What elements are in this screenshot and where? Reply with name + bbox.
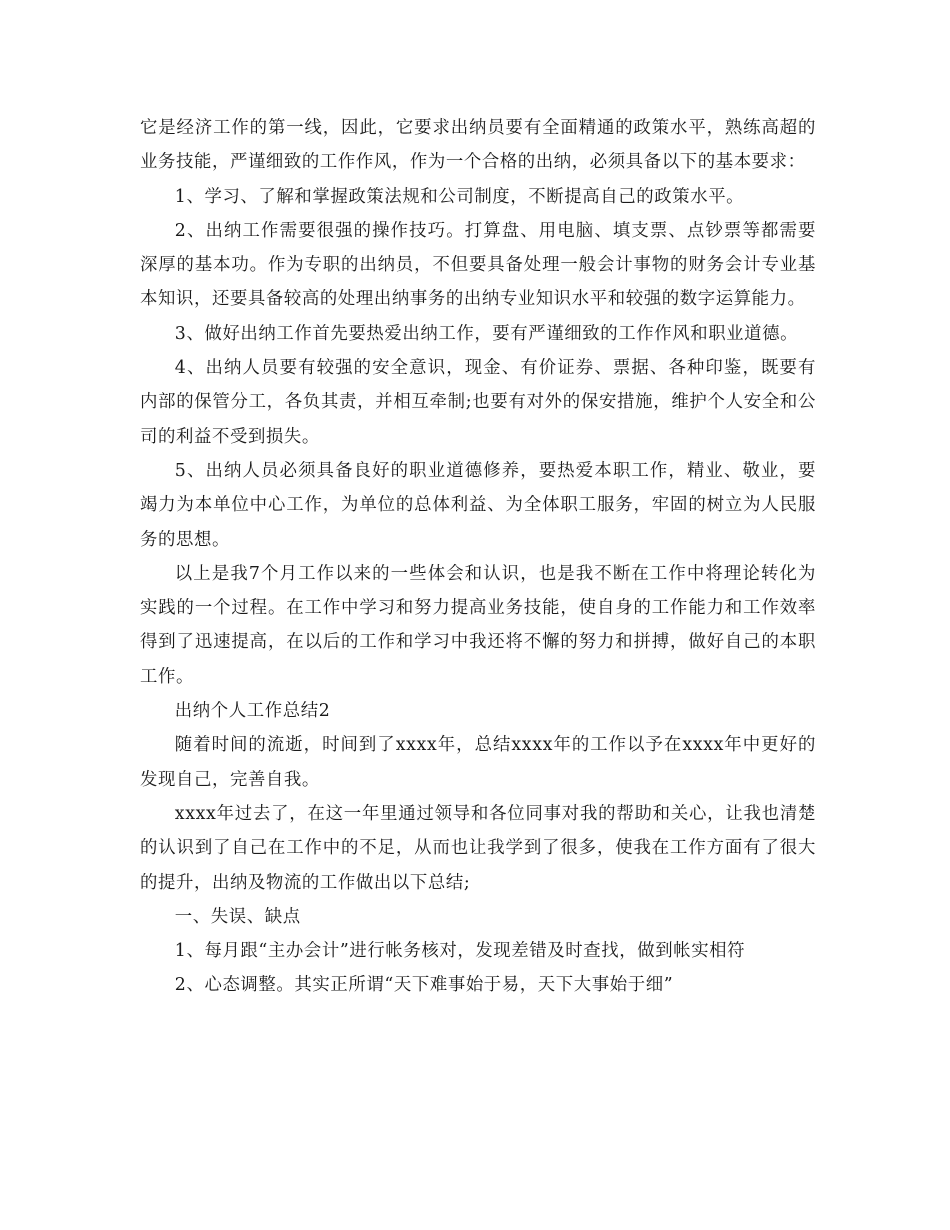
subheading-mistakes: 一、失误、缺点 [174,906,301,927]
paragraph-intro: 它是经济工作的第一线，因此，它要求出纳员要有全面精通的政策水平，熟练高超的业务技能，严谨细致的工作作风，作为一个合格的出纳，必须具备以下的基本要求： [140,118,816,173]
paragraph-item-2: 2、出纳工作需要很强的操作技巧。打算盘、用电脑、填支票、点钞票等都需要深厚的基本功。作为专职的出纳员，不但要具备处理一般会计事物的财务会计专业基本知识，还要具备较高的处理出纳事务的出纳专业知识水平和较强的数字运算能力。 [140,220,816,310]
document-body [140,111,816,1003]
paragraph-conclusion: 以上是我7个月工作以来的一些体会和认识，也是我不断在工作中将理论转化为实践的一个过程。在工作中学习和努力提高业务技能，使自身的工作能力和工作效率得到了迅速提高，在以后的工作和学习中我还将不懈的努力和拼搏，做好自己的本职工作。 [140,563,816,687]
paragraph-item-5: 5、出纳人员必须具备良好的职业道德修养，要热爱本职工作，精业、敬业，要竭力为本单位中心工作，为单位的总体利益、为全体职工服务，牢固的树立为人民服务的思想。 [140,460,816,550]
paragraph-time: 随着时间的流逝，时间到了xxxx年，总结xxxx年的工作以予在xxxx年中更好的发现自己，完善自我。 [140,735,816,790]
paragraph-item-4: 4、出纳人员要有较强的安全意识，现金、有价证券、票据、各种印鉴，既要有内部的保管分工，各负其责，并相互牵制;也要有对外的保安措施，维护个人安全和公司的利益不受到损失。 [140,358,816,447]
section-heading: 出纳个人工作总结2 [174,701,331,722]
paragraph-item-1: 1、学习、了解和掌握政策法规和公司制度，不断提高自己的政策水平。 [174,186,745,207]
paragraph-item-3: 3、做好出纳工作首先要热爱出纳工作，要有严谨细致的工作作风和职业道德。 [174,323,799,344]
paragraph-point-1: 1、每月跟“主办会计”进行帐务核对，发现差错及时查找，做到帐实相符 [174,941,746,962]
paragraph-point-2: 2、心态调整。其实正所谓“天下难事始于易，天下大事始于细” [174,975,674,996]
paragraph-year-review: xxxx年过去了，在这一年里通过领导和各位同事对我的帮助和关心，让我也清楚的认识到了自己在工作中的不足，从而也让我学到了很多，使我在工作方面有了很大的提升，出纳及物流的工作做出以下总结; [140,803,816,893]
